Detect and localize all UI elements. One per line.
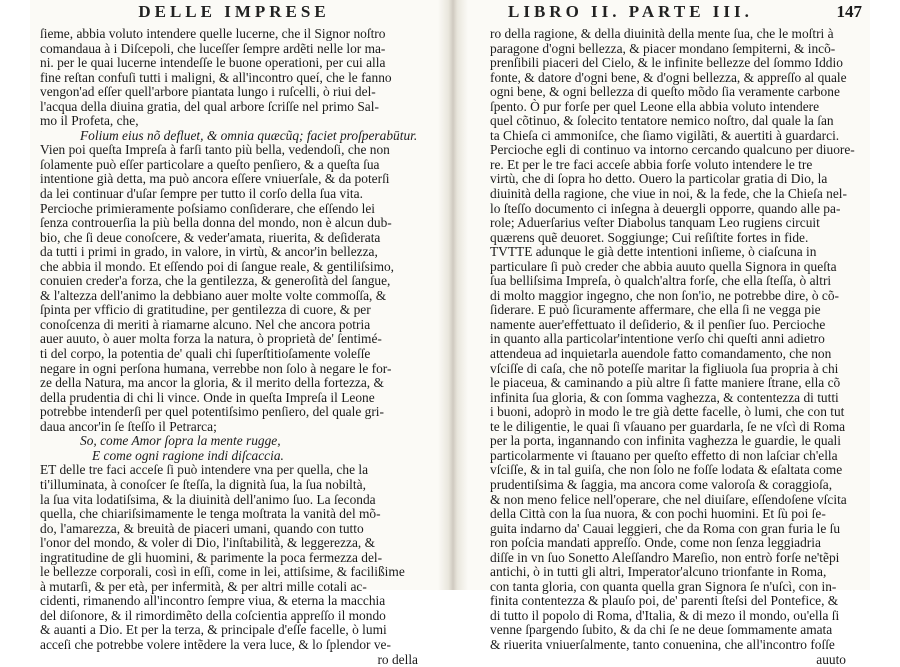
text-line: te le diligentie, le quai ſi vſauano per guardarla, ſe ne vſcì di Roma	[490, 418, 846, 434]
text-line: acceſi che potrebbe volere intẽdere la vera luce, & lo ſplendor ve-	[40, 636, 391, 652]
text-line: intentione già detta, ma può ancora eſſere vniuerſale, & da poterſi	[40, 171, 390, 187]
text-line: & non meno felice nell'operare, che nel diuiſare, eſſendoſene vſcita	[490, 491, 847, 507]
text-line: à mutarſi, & per età, per infermità, & per altri mille cotali ac-	[40, 578, 367, 594]
text-line: ro della ragione, & della diuinità della mente ſua, che le moſtri à	[490, 26, 834, 41]
text-line: namente auer'effettuato il deſiderio, & il penſier ſuo. Percioche	[490, 316, 826, 332]
text-line: particulare ſi può creder che abbia auuto quella Signora in queſta	[490, 258, 837, 274]
text-line: vengon'ad eſſer quell'arbore piantata lungo i ruſcelli, ò riui del-	[40, 84, 376, 100]
text-line: ſpento. Ò pur forſe per quel Leone ella abbia voluto intendere	[490, 98, 820, 114]
text-line: per la porta, ingannando con infinita vaghezza le guardie, le quali	[490, 433, 841, 449]
left-margin	[0, 0, 30, 590]
left-page	[30, 0, 438, 667]
right-running-head: LIBRO II. PARTE III.	[508, 2, 753, 21]
text-line: TVTTE adunque le già dette intentioni inſieme, ò ciaſcuna in	[490, 244, 817, 260]
text-line: ti'illuminata, à conoſcer ſe ſteſſa, la dignità ſua, la ſua nobiltà,	[40, 476, 366, 492]
text-line: potrebbe intenderſi per quel potentiſsimo penſiero, del quale gri-	[40, 404, 384, 420]
text-line: Vien poi queſta Impreſa à farſi tanto più bella, vedendoſi, che non	[40, 142, 390, 158]
text-line: ni. per le quai lucerne intendeſſe le buone operationi, per cui alla	[40, 55, 386, 71]
text-line: da lei continuar d'uſar ſempre per tutto il corſo della ſua vita.	[40, 186, 363, 202]
text-line: quel cõtinuo, & ſolecito tentatore nemico noſtro, dal quale la ſan	[490, 113, 834, 129]
text-line: i buoni, adoprò in modo le tre già dette facelle, ò lumi, che con tut	[490, 404, 845, 420]
text-line: particolarmente vi ſtauano per queſto effetto di non laſciar ch'ella	[490, 447, 838, 463]
text-line: lo ſteſſo documento ci inſegna à deuergli opporre, quando alle pa-	[490, 200, 841, 216]
text-line: della Città con la ſua nuora, & con pochi huomini. Et ſù poi ſe-	[490, 506, 826, 522]
text-line: conuien creder'a forza, che la gentilezza, & generoſità del ſangue,	[40, 273, 391, 289]
text-line: di tutto il popolo di Roma, d'Italia, & di mezo il mondo, ou'ella ſi	[490, 607, 840, 623]
text-line: diuinità della ragione, che viue in noi, & la fede, che la Chieſa nel-	[490, 186, 847, 202]
text-line: la ſua vita lodatiſsima, & la diuinità dell'animo ſuo. La ſeconda	[40, 491, 376, 507]
text-line: So, come Amor ſopra la mente rugge,	[80, 433, 281, 449]
text-line: Percioche egli di continuo va intorno cercando qualcuno per diuore-	[490, 142, 855, 158]
text-line: vſciſſe di caſa, che nõ poteſſe maritar la figliuola ſua propria à chi	[490, 360, 839, 376]
text-line: della prudentia di chi li vince. Onde in queſta Impreſa il Leone	[40, 389, 375, 405]
text-line: prudentiſsima & ſaggia, ma ancora come valoroſa & coraggioſa,	[490, 476, 833, 492]
text-line: daua ancor'in ſe ſteſſo il Petrarca;	[40, 418, 217, 434]
right-margin	[870, 0, 900, 590]
right-page-text	[490, 26, 855, 667]
text-line: le piaceua, & caminando a più altre ſi fatte maniere ſtrane, ella cõ	[490, 375, 841, 391]
text-line: l'acqua della diuina gratia, del qual arbore ſcriſſe nel primo Sal-	[40, 98, 379, 114]
book-gutter	[438, 0, 468, 590]
text-line: quærens quẽ deuoret. Soggiunge; Cui reſiſtite fortes in fide.	[490, 229, 809, 245]
text-line: mo il Profeta, che,	[40, 113, 139, 129]
page-number: 147	[836, 2, 862, 21]
text-line: di molto maggior ingegno, che non ſon'io, ne potrebbe dire, ò cõ-	[490, 287, 839, 303]
text-line: bio, che ſi deue conoſcere, & veder'amata, riuerita, & deſiderata	[40, 229, 381, 245]
text-line: Folium eius nõ defluet, & omnia quæcũq; faciet proſperabūtur.	[80, 127, 418, 143]
text-line: ze della Natura, ma ancor la gloria, & il merito della fortezza, &	[40, 375, 384, 391]
text-line: re. Et per le tre faci acceſe abbia forſe voluto intendere le tre	[490, 156, 813, 172]
text-line: ſpinta per vfficio di gratitudine, per gentilezza di cuore, & per	[40, 302, 371, 318]
right-page	[468, 0, 870, 667]
text-line: ſieme, abbia voluto intendere quelle lucerne, che il Signor noſtro	[40, 26, 386, 41]
text-line: ſolamente può eſſer particolare a queſto penſiero, & a queſta ſua	[40, 156, 380, 172]
text-line: in quanto alla particolar'intentione verſo chi queſti anni adietro	[490, 331, 825, 347]
text-line: diſſe in vn ſuo Sonetto Aleſſandro Mareſio, non entrò forſe ne'tẽpi	[490, 549, 840, 565]
text-line: ſenza controuerſia la più bella donna del mondo, non è alcun dub-	[40, 215, 392, 231]
text-line: comandaua à i Diſcepoli, che luceſſer ſempre ardẽti nelle lor ma-	[40, 40, 386, 56]
text-line: finita contentezza & plauſo poi, de' parenti ſteſsi del Pontefice, &	[490, 593, 839, 609]
text-line: paragone d'ogni bellezza, & piacer mondano ſempiterni, & incõ-	[490, 40, 836, 56]
text-line: ron poſcia mandati appreſſo. Onde, come non ſenza leggiadria	[490, 535, 821, 551]
text-line: auer auuto, ò auer molta forza la natura, ò proprietà de' ſentimé-	[40, 331, 382, 347]
left-running-head: DELLE IMPRESE	[138, 2, 330, 21]
text-line: ſua belliſsima Impreſa, ò qualch'altra forſe, che ella ſteſſa, ò altri	[490, 273, 832, 289]
text-line: conoſcenza di meriti à riamarne alcuno. Nel che ancora potria	[40, 316, 371, 332]
text-line: ET delle tre faci acceſe ſi può intendere vna per quella, che la	[40, 462, 369, 478]
text-line: attendeua ad inquietarla auendole fatto comandamento, che non	[490, 346, 832, 362]
text-line: & auanti a Dio. Et per la terza, & principale d'eſſe facelle, ò lumi	[40, 622, 387, 638]
text-line: Percioche primieramente poſsiamo conſiderare, che eſſendo lei	[40, 200, 375, 216]
text-line: infinita ſua gloria, & con ſomma vaghezza, & contentezza di tutti	[490, 389, 839, 405]
text-line: ingratitudine de gli huomini, & parimente la poca fermezza del-	[40, 549, 383, 565]
text-line: virtù, che di ſopra ho detto. Ouero la particolar gratia di Dio, la	[490, 171, 828, 187]
text-line: le bellezze corporali, così in eſſi, come in lei, attiſsime, & facilißime	[40, 564, 405, 580]
text-line: che abbia il mondo. Et eſſendo poi di ſangue reale, & gentiliſsimo,	[40, 258, 395, 274]
text-line: guita indarno da' Cauai leggieri, che da Roma con gran furia le ſu	[490, 520, 841, 536]
text-line: E come ogni ragione indi diſcaccia.	[92, 447, 284, 463]
text-line: vſciſſe, & in tal guiſa, che non ſolo ne foſſe lodata & eſaltata come	[490, 462, 843, 478]
text-line: & l'altezza dell'animo la debbiano auer molte volte commoſſa, &	[40, 287, 387, 303]
text-line: cidenti, rimanendo all'incontro ſempre viua, & eterna la macchia	[40, 593, 386, 609]
text-line: con tanta gloria, con quanta quella gran Signora ſe n'uſcì, con in-	[490, 578, 837, 594]
left-page-text	[40, 27, 422, 667]
text-line: ta Chieſa ci ammoniſce, che ſiamo vigilãti, & auertiti à guardarci.	[490, 127, 840, 143]
text-line: & riuerita vniuerſalmente, tanto conuenina, che all'incontro foſſe	[490, 636, 835, 652]
text-line: ogni bene, & ogni bellezza di queſto mõdo ſia veramente carbone	[490, 84, 840, 100]
text-line: prenſibili piaceri del Cielo, & le infinite bellezze del ſommo Iddio	[490, 55, 843, 71]
text-line: venne ſpargendo ſubito, & da chi ſe ne deue ſommamente amata	[490, 622, 833, 638]
text-line: l'onor del mondo, & voler di Dio, l'inſtabilità, & leggerezza, &	[40, 535, 376, 551]
text-line: fonte, & datore d'ogni bene, & d'ogni bellezza, & appreſſo al quale	[490, 69, 847, 85]
text-line: ſiderare. E può ſicuramente affermare, che ella ſi ne vegga pie	[490, 302, 821, 318]
text-line: do, l'amarezza, & breuità de piaceri umani, quando con tutto	[40, 520, 364, 536]
text-line: del diſonore, & il rimordimẽto della coſcientia appreſſo il mondo	[40, 607, 386, 623]
catchword: auuto	[816, 651, 846, 667]
text-line: antichi, ò in tutti gli altri, Imperator'alcuno trionfante in Roma,	[490, 564, 827, 580]
catchword: ro della	[377, 651, 418, 667]
text-line: negare in ogni perſona humana, verrebbe non ſolo à negare le for-	[40, 360, 392, 376]
text-line: fine reſtan confuſi tutti i maligni, & all'incontro queí, che le fanno	[40, 69, 392, 85]
text-line: role; Aduerſarius veſter Diabolus tanquam Leo rugiens circuit	[490, 215, 820, 231]
text-line: quella, che chiariſsimamente le tenga moſtrata la vanità del mõ-	[40, 506, 381, 522]
text-line: da tutti i primi in grado, in valore, in virtù, & ancor'in bellezza,	[40, 244, 378, 260]
text-line: ti del corpo, la potentia de' quali chi ſuperſtitioſamente voleſſe	[40, 346, 371, 362]
